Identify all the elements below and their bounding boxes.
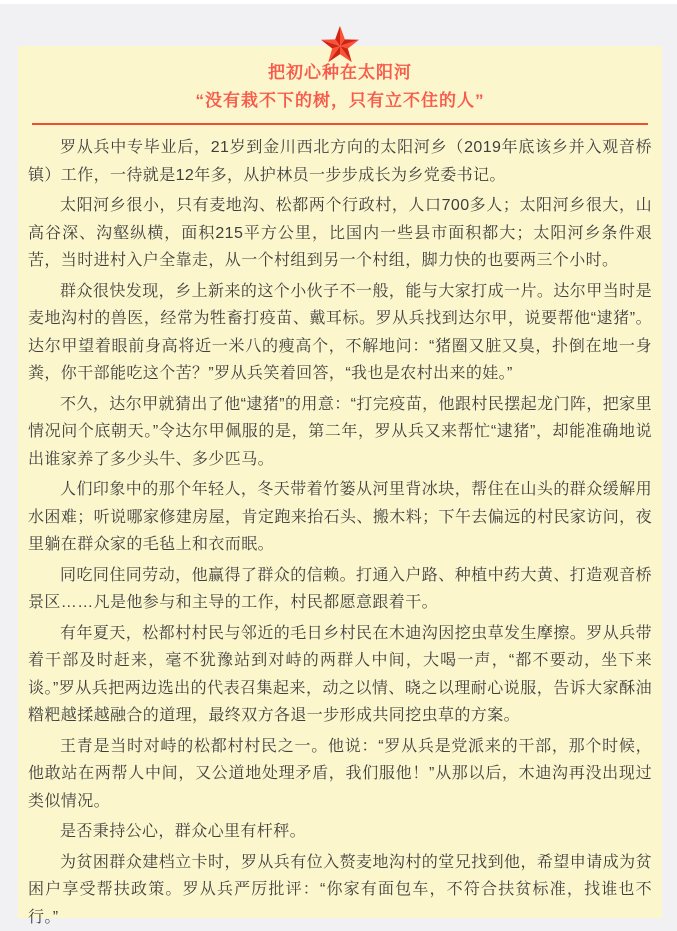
article-subtitle: “没有栽不下的树，只有立不住的人”: [28, 90, 652, 112]
article-paragraph: 罗从兵中专毕业后，21岁到金川西北方向的太阳河乡（2019年底该乡并入观音桥镇）工作，一待就是12年多，从护林员一步步成长为乡党委书记。: [28, 134, 652, 189]
article-paragraph: 同吃同住同劳动，他赢得了群众的信赖。打通入户路、种植中药大黄、打造观音桥景区……凡是他参与和主导的工作，村民都愿意跟着干。: [28, 562, 652, 617]
article-paragraph: 有年夏天，松都村村民与邻近的毛日乡村民在木迪沟因挖虫草发生摩擦。罗从兵带着干部及时赶来，毫不犹豫站到对峙的两群人中间，大喝一声，“都不要动，坐下来谈。”罗从兵把两边选出的代表召集起来，动之以情、晓之以理耐心说服，告诉大家酥油糌粑越揉越融合的道理，最终双方各退一步形成共同挖虫草的方案。: [28, 620, 652, 730]
article-paragraph: 太阳河乡很小，只有麦地沟、松都两个行政村，人口700多人；太阳河乡很大，山高谷深、沟壑纵横，面积215平方公里，比国内一些县市面积都大；太阳河乡条件艰苦，当时进村入户全靠走，从一个村组到另一个村组，脚力快的也要两三个小时。: [28, 192, 652, 275]
red-star-icon: [318, 25, 362, 67]
article-paragraph: 不久，达尔甲就猜出了他“逮猪”的用意：“打完疫苗，他跟村民摆起龙门阵，把家里情况问个底朝天。”令达尔甲佩服的是，第二年，罗从兵又来帮忙“逮猪”，却能准确地说出谁家养了多少头牛、多少匹马。: [28, 391, 652, 474]
article-paragraph: 为贫困群众建档立卡时，罗从兵有位入赘麦地沟村的堂兄找到他，希望申请成为贫困户享受帮扶政策。罗从兵严厉批评：“你家有面包车，不符合扶贫标准，找谁也不行。”: [28, 849, 652, 931]
article-paragraph: 人们印象中的那个年轻人，冬天带着竹篓从河里背冰块，帮住在山头的群众缓解用水困难；听说哪家修建房屋，肯定跑来抬石头、搬木料；下午去偏远的村民家访问，夜里躺在群众家的毛毡上和衣而眠。: [28, 476, 652, 559]
article-paragraph: 王青是当时对峙的松都村村民之一。他说：“罗从兵是党派来的干部，那个时候，他敢站在两帮人中间，又公道地处理矛盾，我们服他！”从那以后，木迪沟再没出现过类似情况。: [28, 733, 652, 816]
top-strip: [0, 0, 677, 4]
article-paragraph: 是否秉持公心，群众心里有杆秤。: [28, 818, 652, 846]
article-body: [28, 134, 652, 931]
title-divider: [32, 123, 648, 125]
article-title: 把初心种在太阳河: [28, 46, 652, 84]
article-paragraph: 群众很快发现，乡上新来的这个小伙子不一般，能与大家打成一片。达尔甲当时是麦地沟村的兽医，经常为牲畜打疫苗、戴耳标。罗从兵找到达尔甲，说要帮他“逮猪”。达尔甲望着眼前身高将近一米八的瘦高个，不解地问：“猪圈又脏又臭，扑倒在地一身粪，你干部能吃这个苦？”罗从兵笑着回答，“我也是农村出来的娃。”: [28, 278, 652, 388]
article-card: [18, 46, 662, 918]
